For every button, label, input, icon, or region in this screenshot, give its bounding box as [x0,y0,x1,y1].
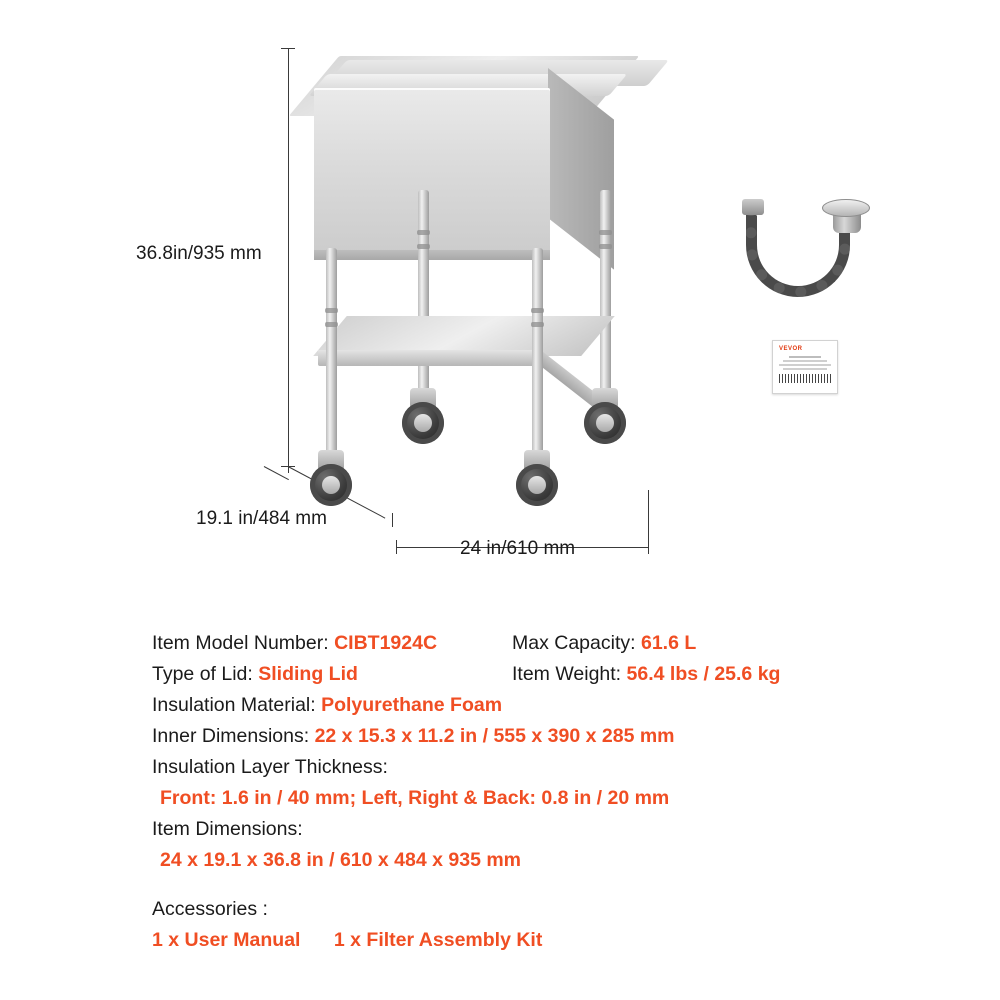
accessories-values [152,925,842,956]
spec-row-model-capacity [152,628,842,659]
spec-item-insulation-material [152,690,842,721]
leg-front-right [532,248,543,478]
depth-leader-1 [264,466,289,480]
insulation-value: Polyurethane Foam [321,694,503,716]
item-dims-value: 24 x 19.1 x 36.8 in / 610 x 484 x 935 mm [160,849,522,871]
model-value: CIBT1924C [334,632,438,654]
caster-back-right [582,388,628,444]
lower-shelf-front [318,350,540,366]
user-manual-graphic [772,340,838,394]
spec-item-layer-thickness-label [152,752,842,783]
accessories-label: Accessories : [152,898,268,920]
lid-value: Sliding Lid [258,663,358,685]
leg-back-left [418,190,429,415]
width-dimension-label: 24 in/610 mm [460,538,576,559]
layer-label: Insulation Layer Thickness: [152,756,388,778]
spacer [152,876,842,894]
depth-dimension-label: 19.1 in/484 mm [196,508,327,529]
weight-value: 56.4 lbs / 25.6 kg [626,663,781,685]
lid-label: Type of Lid: [152,663,253,685]
ice-bin-cart-drawing [300,30,680,530]
manual-text-lines [779,356,831,370]
accessory-item-2: 1 x Filter Assembly Kit [333,929,543,951]
spec-item-model [152,628,512,659]
spec-item-weight [512,659,842,690]
layer-value: Front: 1.6 in / 40 mm; Left, Right & Back: 0.8 in / 20 mm [160,787,670,809]
manual-barcode [779,374,831,383]
spec-item-capacity [512,628,842,659]
depth-tick-start [288,459,289,473]
inner-dims-value: 22 x 15.3 x 11.2 in / 555 x 390 x 285 mm [314,725,675,747]
manual-brand-label: VEVOR [779,346,803,352]
inner-dims-label: Inner Dimensions: [152,725,310,747]
capacity-value: 61.6 L [640,632,697,654]
height-dimension-label: 36.8in/935 mm [136,243,262,264]
capacity-label: Max Capacity: [512,632,636,654]
strainer-top-icon [822,199,870,217]
specification-list [152,628,842,956]
filter-assembly-kit-graphic [742,195,872,310]
insulation-label: Insulation Material: [152,694,316,716]
caster-front-right [514,450,560,506]
spec-item-item-dimensions-label [152,814,842,845]
leg-front-left [326,248,337,478]
caster-back-left [400,388,446,444]
model-label: Item Model Number: [152,632,329,654]
weight-label: Item Weight: [512,663,622,685]
width-tick-left [396,540,397,554]
caster-front-left [308,450,354,506]
item-dims-label: Item Dimensions: [152,818,303,840]
height-dimension-line [288,48,289,466]
bin-front-panel [314,88,550,260]
spec-item-layer-thickness-value [152,783,842,814]
spec-item-lid [152,659,512,690]
spec-item-inner-dimensions [152,721,842,752]
leg-back-right [600,190,611,415]
accessory-item-1: 1 x User Manual [152,929,301,951]
specification-card [140,578,860,951]
hose-nut-icon [742,199,764,215]
spec-row-lid-weight [152,659,842,690]
spec-item-item-dimensions-value [152,845,842,876]
height-tick-top [281,48,295,49]
